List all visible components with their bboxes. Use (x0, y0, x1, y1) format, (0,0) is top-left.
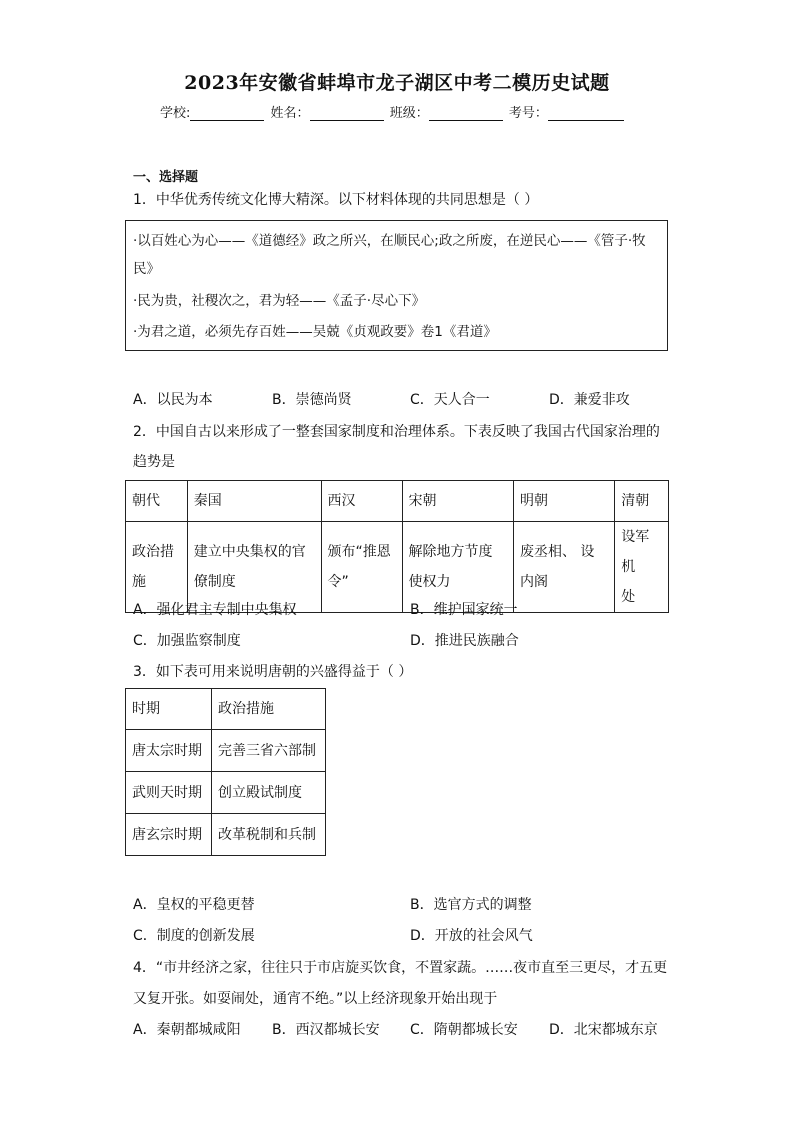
page-title: 2023年安徽省蚌埠市龙子湖区中考二模历史试题 (184, 72, 610, 94)
table-row (126, 730, 326, 772)
table-cell: 武则天时期 (126, 772, 212, 814)
q2-option-a[interactable]: A．强化君主专制中央集权 (133, 602, 297, 618)
cell-text: 政治措 (132, 544, 174, 560)
cell-text: 使权力 (408, 574, 451, 590)
q1-material-box (125, 220, 668, 351)
q1-option-a[interactable]: A．以民为本 (133, 392, 213, 408)
table-cell: 唐太宗时期 (126, 730, 212, 772)
table-cell (615, 522, 669, 613)
q1-material-line: ·为君之道，必须先存百姓——吴兢《贞观政要》卷1《君道》 (133, 324, 497, 340)
q2-option-d[interactable]: D．推进民族融合 (410, 633, 519, 649)
q1-stem: 1．中华优秀传统文化博大精深。以下材料体现的共同思想是（ ） (133, 192, 539, 208)
name-label: 姓名： (270, 106, 310, 121)
student-info-line (160, 102, 624, 121)
q4-option-d[interactable]: D．北宋都城东京 (549, 1022, 658, 1038)
class-blank[interactable] (429, 106, 503, 121)
q2-stem-cont: 趋势是 (133, 454, 175, 470)
table-cell: 创立殿试制度 (212, 772, 326, 814)
table-cell: 改革税制和兵制 (212, 814, 326, 856)
q2-option-c[interactable]: C．加强监察制度 (133, 633, 241, 649)
table-row (126, 689, 326, 730)
table-row (126, 814, 326, 856)
q2-option-b[interactable]: B．维护国家统一 (410, 602, 518, 618)
q3-option-c[interactable]: C．制度的创新发展 (133, 928, 255, 944)
table-cell (187, 522, 321, 613)
q4-stem-cont: 又复开张。如耍闹处，通宵不绝。”以上经济现象开始出现于 (133, 991, 498, 1007)
table-cell: 明朝 (513, 481, 614, 522)
table-cell: 清朝 (615, 481, 669, 522)
school-label: 学校: (160, 106, 191, 121)
table-cell: 政治措施 (212, 689, 326, 730)
q3-stem: 3．如下表可用来说明唐朝的兴盛得益于（ ） (133, 664, 413, 680)
cell-text: 施 (132, 574, 146, 590)
table-cell (402, 522, 513, 613)
table-cell: 朝代 (126, 481, 188, 522)
table-cell: 唐玄宗时期 (126, 814, 212, 856)
cell-text: 颁布“推恩 (327, 544, 391, 560)
table-cell (126, 522, 188, 613)
cell-text: 僚制度 (193, 574, 236, 590)
table-row (126, 772, 326, 814)
table-cell: 秦国 (187, 481, 321, 522)
q1-option-d[interactable]: D．兼爱非攻 (549, 392, 630, 408)
cell-text: 废丞相、 设 (519, 544, 595, 560)
cell-text: 处 (621, 589, 636, 605)
exam-no-blank[interactable] (548, 106, 624, 121)
name-blank[interactable] (310, 106, 384, 121)
q1-material-line: ·以百姓心为心——《道德经》政之所兴，在顺民心;政之所废，在逆民心——《管子·牧 (133, 233, 646, 249)
q1-option-c[interactable]: C．天人合一 (410, 392, 490, 408)
table-cell: 宋朝 (402, 481, 513, 522)
q1-material-line: ·民为贵，社稷次之，君为轻——《孟子·尽心下》 (133, 293, 426, 309)
table-cell (513, 522, 614, 613)
q2-stem: 2．中国自古以来形成了一整套国家制度和治理体系。下表反映了我国古代国家治理的 (133, 424, 660, 440)
table-row (126, 522, 669, 613)
q3-option-d[interactable]: D．开放的社会风气 (410, 928, 533, 944)
cell-text: 内阁 (519, 574, 548, 590)
table-cell: 时期 (126, 689, 212, 730)
cell-text: 解除地方节度 (408, 544, 493, 560)
exam-no-label: 考号： (508, 106, 548, 121)
cell-text: 令” (327, 574, 349, 590)
section-heading: 一、选择题 (133, 170, 199, 185)
table-cell (321, 522, 402, 613)
q4-option-b[interactable]: B．西汉都城长安 (272, 1022, 380, 1038)
table-row (126, 481, 669, 522)
q1-option-b[interactable]: B．崇德尚贤 (272, 392, 352, 408)
q3-option-b[interactable]: B．选官方式的调整 (410, 897, 532, 913)
q4-option-c[interactable]: C．隋朝都城长安 (410, 1022, 518, 1038)
table-cell: 完善三省六部制 (212, 730, 326, 772)
q4-stem: 4．“市井经济之家，往往只于市店旋买饮食，不置家蔬。……夜市直至三更尽，才五更 (133, 960, 668, 976)
q4-option-a[interactable]: A．秦朝都城咸阳 (133, 1022, 241, 1038)
q3-option-a[interactable]: A．皇权的平稳更替 (133, 897, 255, 913)
table-cell: 西汉 (321, 481, 402, 522)
class-label: 班级： (389, 106, 429, 121)
cell-text: 建立中央集权的官 (193, 544, 306, 560)
q1-material-line: 民》 (133, 261, 160, 277)
q3-table (125, 688, 326, 856)
school-blank[interactable] (190, 106, 264, 121)
q2-table (125, 480, 669, 613)
cell-text: 设军机 (621, 529, 650, 575)
